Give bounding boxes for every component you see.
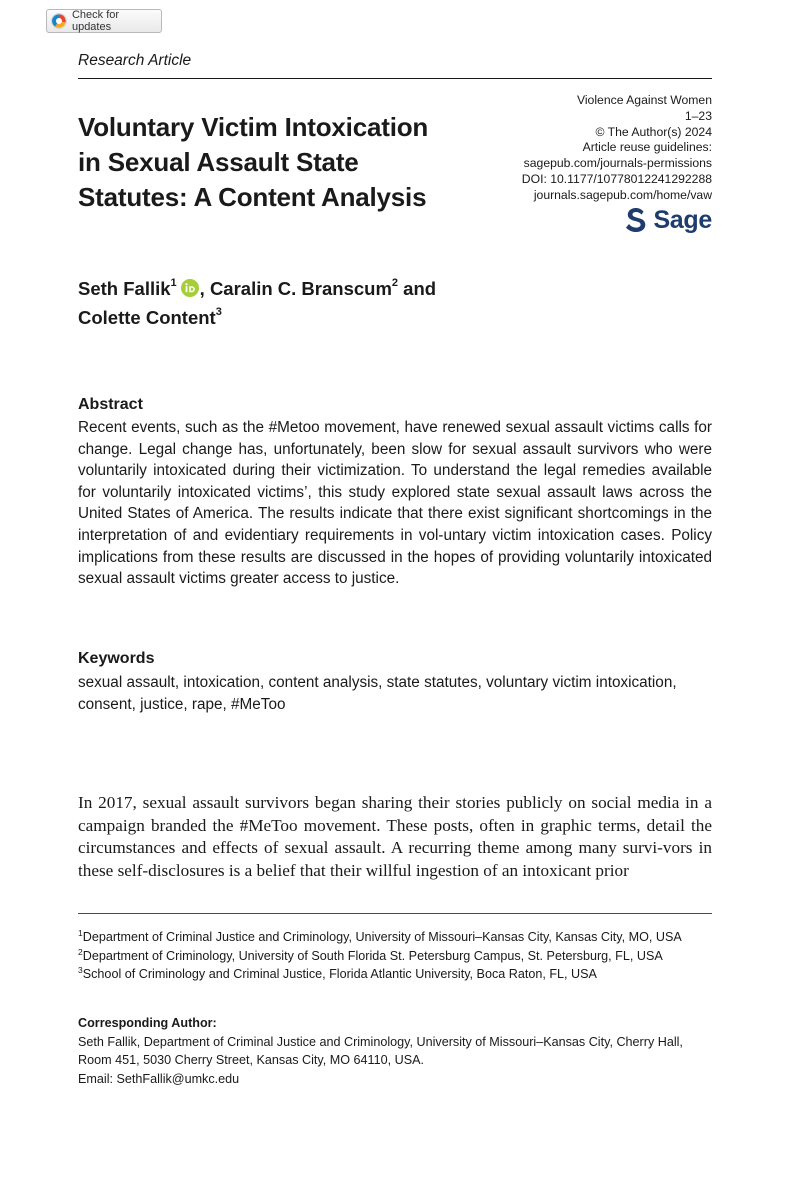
header-rule bbox=[78, 78, 712, 79]
abstract-heading: Abstract bbox=[78, 396, 143, 413]
affiliation-text: Department of Criminology, University of South Florida St. Petersburg Campus, St. Petersburg, FL, USA bbox=[82, 948, 663, 963]
affiliation-marker: 3 bbox=[215, 306, 222, 318]
title-line-3: Statutes: A Content Analysis bbox=[78, 182, 427, 212]
author-name: Colette Content bbox=[78, 307, 216, 328]
affiliation-number: 2 bbox=[78, 946, 83, 957]
affiliation-item bbox=[78, 928, 718, 947]
orcid-icon[interactable] bbox=[181, 279, 199, 297]
article-type: Research Article bbox=[78, 52, 192, 69]
corresponding-author-email[interactable]: Email: SethFallik@umkc.edu bbox=[78, 1071, 240, 1086]
affiliation-text: Department of Criminal Justice and Criminology, University of Missouri–Kansas City, Kansas City, MO, USA bbox=[82, 930, 682, 944]
author-separator: and bbox=[398, 278, 437, 299]
affiliation-item bbox=[78, 947, 718, 966]
corresponding-author-heading: Corresponding Author: bbox=[78, 1016, 217, 1030]
permissions-link[interactable]: sagepub.com/journals-permissions bbox=[523, 156, 712, 171]
affiliation-number: 1 bbox=[78, 928, 83, 938]
affiliations bbox=[78, 928, 718, 984]
copyright: © The Author(s) 2024 bbox=[595, 124, 712, 139]
sage-logo[interactable] bbox=[623, 205, 712, 235]
affiliation-marker: 1 bbox=[170, 277, 177, 289]
author-name: Caralin C. Branscum bbox=[209, 278, 392, 299]
sage-logo-text: Sage bbox=[653, 206, 712, 234]
keywords-text: sexual assault, intoxication, content analysis, state statutes, voluntary victim intoxication, consent, justice, rape, #MeToo bbox=[78, 674, 677, 713]
doi[interactable]: DOI: 10.1177/10778012241292288 bbox=[521, 171, 712, 186]
affiliation-marker: 2 bbox=[391, 277, 399, 289]
body-paragraph: In 2017, sexual assault survivors began sharing their stories publicly on social media in a campaign branded the #MeToo movement. These posts, often in graphic terms, detail the circumstances and effects of sexual assault. A recurring theme among many survi-vors in these self-disclosures is a belief that their willful ingestion of an intoxicant prior bbox=[78, 793, 712, 880]
affiliation-item bbox=[78, 965, 718, 984]
keywords-heading: Keywords bbox=[78, 650, 155, 667]
journal-name: Violence Against Women bbox=[576, 93, 712, 107]
check-for-updates-label: Check for updates bbox=[71, 9, 120, 33]
corresponding-author-address: Seth Fallik, Department of Criminal Justice and Criminology, University of Missouri–Kansas City, Cherry Hall, Room 451, 5030 Cherry Street, Kansas City, MO 64110, USA. bbox=[78, 1034, 683, 1068]
footnote-rule bbox=[78, 913, 712, 914]
reuse-guidelines-label: Article reuse guidelines: bbox=[582, 140, 712, 155]
sage-s-icon bbox=[623, 205, 649, 235]
check-for-updates-button[interactable] bbox=[46, 9, 162, 33]
author-name: Seth Fallik bbox=[78, 278, 171, 299]
title-line-2: in Sexual Assault State bbox=[78, 147, 359, 177]
abstract-text: Recent events, such as the #Metoo movement, have renewed sexual assault victims calls for change. Legal change has, unfortunately, been slow for sexual assault survivors who were voluntarily intoxicated during their victimization. To understand the legal remedies available for voluntarily intoxicated victims’, this study explored state sexual assault laws across the United States of America. The results indicate that there exist significant shortcomings in the interpretation of and evidentiary requirements in vol-untary victim intoxication cases. Policy implications from these results are discussed in the hopes of providing voluntarily intoxicated sexual assault victims greater access to justice. bbox=[78, 419, 712, 588]
affiliation-number: 3 bbox=[78, 965, 83, 976]
journal-info bbox=[522, 93, 712, 204]
author-list bbox=[78, 274, 598, 332]
check-updates-icon bbox=[51, 13, 67, 29]
author-separator: , bbox=[199, 278, 210, 299]
title-line-1: Voluntary Victim Intoxication bbox=[78, 112, 429, 142]
journal-url[interactable]: journals.sagepub.com/home/vaw bbox=[533, 187, 712, 202]
corresponding-author bbox=[78, 1014, 718, 1088]
page-range: 1–23 bbox=[684, 108, 712, 123]
article-title bbox=[78, 110, 508, 215]
affiliation-text: School of Criminology and Criminal Justice, Florida Atlantic University, Boca Raton, FL, USA bbox=[82, 967, 597, 982]
